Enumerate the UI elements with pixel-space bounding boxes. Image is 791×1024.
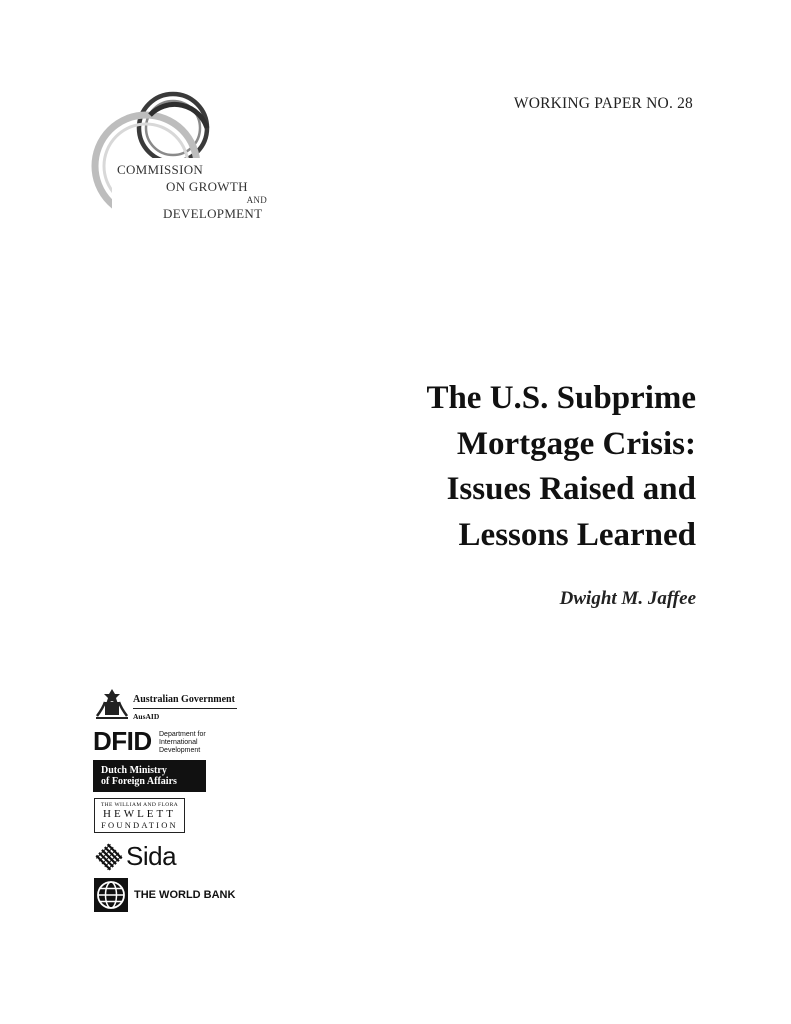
hewlett-line3: FOUNDATION (101, 820, 178, 830)
australian-government-logo (93, 686, 243, 728)
world-bank-logo (93, 878, 253, 912)
australian-government-name: Australian Government (133, 694, 235, 705)
dfid-mark: DFID (93, 726, 152, 756)
commission-logo (90, 90, 280, 230)
title-line-2: Mortgage Crisis: (456, 425, 696, 462)
woven-diamond-icon (93, 841, 125, 873)
commission-logo-line3: AND (246, 195, 267, 205)
commission-logo-line4: DEVELOPMENT (163, 206, 263, 221)
dfid-logo (93, 728, 243, 754)
sida-name: Sida (126, 841, 177, 871)
document-title (336, 376, 696, 558)
ausaid-label: AusAID (133, 712, 160, 721)
globe-icon (94, 878, 128, 912)
sponsor-logos (93, 686, 293, 916)
commission-logo-line1: COMMISSION (117, 162, 204, 177)
dutch-ministry-line1: Dutch Ministry (101, 765, 167, 776)
author-name: Dwight M. Jaffee (559, 588, 696, 609)
working-paper-number: WORKING PAPER NO. 28 (513, 95, 693, 112)
sida-logo (93, 840, 193, 874)
divider (133, 708, 237, 709)
hewlett-foundation-logo (94, 798, 185, 833)
dutch-ministry-line2: of Foreign Affairs (101, 776, 177, 787)
commission-logo-line2: ON GROWTH (166, 179, 248, 194)
dfid-subtitle: Department for International Development (159, 731, 206, 754)
hewlett-line2: HEWLETT (103, 808, 176, 820)
title-line-4: Lessons Learned (458, 516, 696, 553)
title-line-1: The U.S. Subprime (426, 380, 696, 416)
hewlett-line1: THE WILLIAM AND FLORA (100, 802, 179, 808)
world-bank-name: THE WORLD BANK (134, 889, 236, 901)
title-line-3: Issues Raised and (446, 471, 696, 507)
dutch-ministry-logo (93, 760, 206, 792)
coat-of-arms-icon (93, 686, 131, 724)
